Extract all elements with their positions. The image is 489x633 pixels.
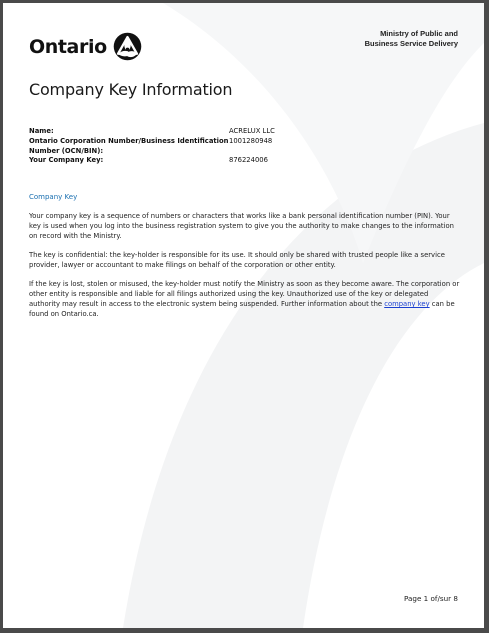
page-title: Company Key Information xyxy=(29,80,233,99)
paragraph-1: Your company key is a sequence of numbers or characters that works like a bank personal identification number (PIN). Your key is used when you log into the business registration system to give you the authority to make changes to the information on record with the Ministry. xyxy=(29,212,454,240)
company-key-label: Your Company Key: xyxy=(29,156,104,165)
section-title-company-key: Company Key xyxy=(29,193,78,201)
name-row xyxy=(29,127,459,137)
company-key-value: 876224006 xyxy=(229,156,268,165)
company-info-block xyxy=(29,127,459,166)
ocn-label-line-1: Ontario Corporation Number/Business Identification xyxy=(29,136,229,145)
company-key-row xyxy=(29,156,459,166)
paragraph-3-text-before: If the key is lost, stolen or misused, the key-holder must notify the Ministry as soon as they become aware. The corporation or other entity is responsible and liable for all filings authorized using the key. Unauthorized use of the key or delegated authority may result in access to the electronic system being suspended. Further information about the xyxy=(29,280,460,308)
name-value: ACRELUX LLC xyxy=(229,127,275,135)
paragraph-3 xyxy=(29,279,461,319)
ocn-label-line-2: Number (OCN/BIN): xyxy=(29,146,104,155)
document-page xyxy=(3,3,484,628)
ontario-logo xyxy=(29,32,142,61)
paragraph-2: The key is confidential: the key-holder is responsible for its use. It should only be shared with trusted people like a service provider, lawyer or accountant to make filings on behalf of the corporation or other entity. xyxy=(29,251,445,269)
name-label: Name: xyxy=(29,127,54,135)
paragraph-3-text-after: can be found on Ontario.ca. xyxy=(29,300,455,318)
ocn-value: 1001280948 xyxy=(229,136,273,145)
page-number: Page 1 of/sur 8 xyxy=(403,594,458,603)
trillium-icon xyxy=(113,32,142,61)
ministry-name xyxy=(365,29,458,48)
company-key-link[interactable]: company key xyxy=(384,300,430,308)
ocn-label xyxy=(29,137,229,157)
ministry-line-2: Business Service Delivery xyxy=(364,38,458,48)
ministry-line-1: Ministry of Public and xyxy=(380,29,458,38)
logo-wordmark: Ontario xyxy=(29,35,107,58)
ocn-row xyxy=(29,137,459,157)
